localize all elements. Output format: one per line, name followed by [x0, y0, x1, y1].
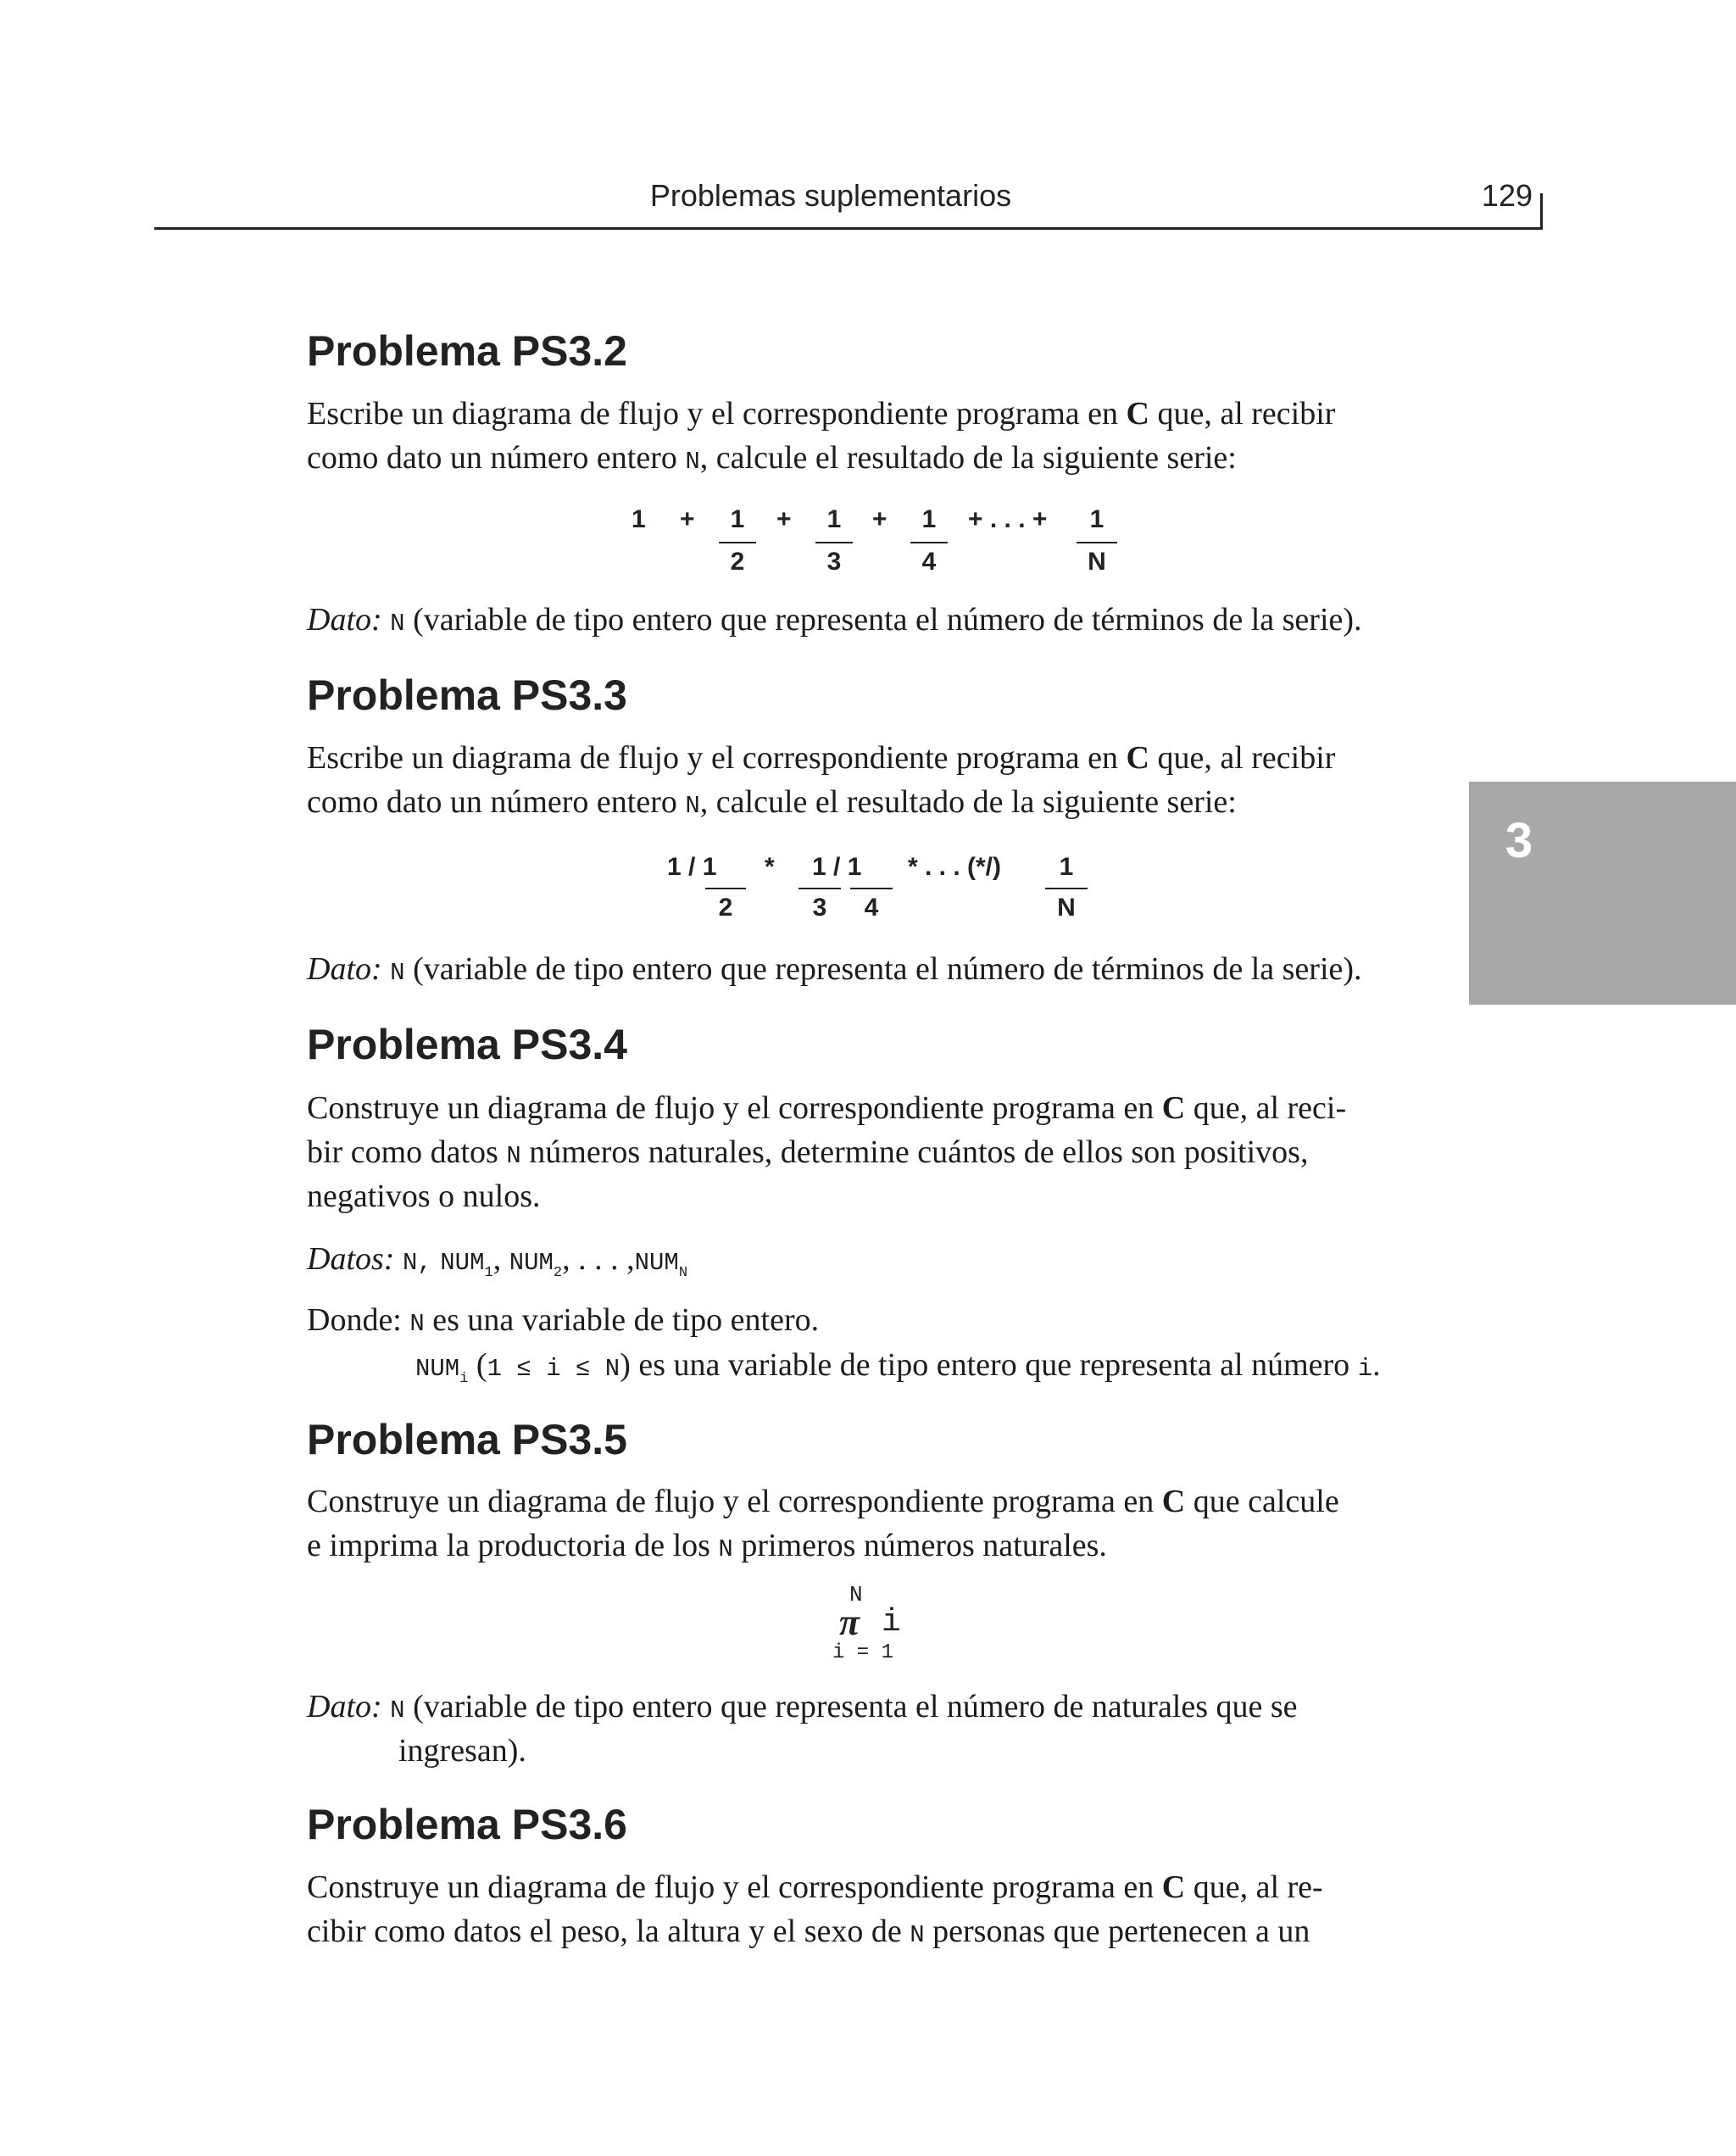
fraction-bar-3 — [815, 542, 853, 543]
fraction-bar-4 — [850, 888, 893, 889]
problem-ps35-dato: Dato: N (variable de tipo entero que representa el número de naturales que se — [307, 1689, 1298, 1724]
formula-denominator-n: N — [1057, 894, 1076, 922]
fraction-bar-4 — [910, 542, 948, 543]
product-symbol: π — [839, 1602, 860, 1643]
product-term: i — [882, 1604, 901, 1641]
problem-ps34-line1: Construye un diagrama de flujo y el correspondiente programa en C que, al reci- — [307, 1090, 1347, 1126]
problem-ps32-dato: Dato: N (variable de tipo entero que representa el número de términos de la serie). — [307, 602, 1362, 638]
problem-ps34-datos: Datos: N, $NUM_1$, $NUM_2$, . . . $,NUM_N$ — [307, 1241, 688, 1281]
formula-denominator-4: 4 — [864, 894, 879, 922]
formula-times: * — [765, 853, 775, 881]
formula-plus-1: + — [680, 505, 695, 533]
formula-numerator-n: 1 — [1089, 505, 1104, 533]
problem-ps35-line2: e imprima la productoria de los N primeros números naturales. — [307, 1528, 1107, 1563]
formula-numerator-4: 1 — [921, 505, 937, 533]
problem-ps35-dato-cont: ingresan). — [398, 1733, 526, 1769]
problem-ps34-donde: Donde: N es una variable de tipo entero. — [307, 1302, 820, 1338]
header-rule — [154, 227, 1543, 230]
fraction-bar-n — [1045, 888, 1088, 889]
problem-ps36-line2: cibir como datos el peso, la altura y el sexo de N personas que pertenecen a un — [307, 1914, 1310, 1949]
problem-ps34-line3: negativos o nulos. — [307, 1178, 541, 1214]
formula-ellipsis: + . . . + — [968, 505, 1048, 533]
problem-ps33-title: Problema PS3.3 — [307, 671, 627, 719]
problem-ps34-line2: bir como datos N números naturales, determine cuántos de ellos son positivos, — [307, 1134, 1309, 1170]
product-lower-limit: i = 1 — [832, 1641, 894, 1664]
formula-plus-3: + — [872, 505, 887, 533]
problem-ps33-dato: Dato: N (variable de tipo entero que representa el número de términos de la serie). — [307, 951, 1362, 987]
chapter-tab-number: 3 — [1505, 813, 1533, 868]
formula-denominator-2: 2 — [730, 548, 745, 576]
header-rule-tick — [1540, 193, 1543, 229]
problem-ps33-intro-line2: como dato un número entero N, calcule el resultado de la siguiente serie: — [307, 784, 1237, 820]
formula-plus-2: + — [776, 505, 792, 533]
fraction-bar-n — [1077, 542, 1117, 543]
formula-denominator-3: 3 — [826, 548, 842, 576]
problem-ps33-intro-line1: Escribe un diagrama de flujo y el correspondiente programa en C que, al recibir — [307, 740, 1336, 776]
problem-ps32-intro-line1: Escribe un diagrama de flujo y el correspondiente programa en C que, al recibir — [307, 396, 1336, 432]
problem-ps35-title: Problema PS3.5 — [307, 1416, 627, 1463]
fraction-bar-2 — [705, 888, 746, 889]
formula-denominator-2: 2 — [718, 894, 733, 922]
formula-numerator-2: 1 — [730, 505, 745, 533]
problem-ps35-line1: Construye un diagrama de flujo y el correspondiente programa en C que calcule — [307, 1484, 1339, 1519]
formula-ellipsis: * . . . (*/) — [908, 853, 1002, 881]
problem-ps36-title: Problema PS3.6 — [307, 1801, 627, 1848]
problem-ps36-line1: Construye un diagrama de flujo y el correspondiente programa en C que, al re- — [307, 1869, 1323, 1905]
product-upper-limit: N — [849, 1582, 863, 1607]
formula-denominator-4: 4 — [921, 548, 937, 576]
formula-numerator-3: 1 — [826, 505, 842, 533]
problem-ps32-intro-line2: como dato un número entero N, calcule el resultado de la siguiente serie: — [307, 440, 1237, 476]
formula-slash-term-1: 1 / 1 — [667, 853, 717, 881]
problem-ps34-numi-range: $NUM_i$ (1 ≤ i ≤ N) es una variable de tipo entero que representa al número i. — [415, 1347, 1381, 1387]
formula-denominator-n: N — [1088, 548, 1106, 576]
formula-denominator-3: 3 — [812, 894, 827, 922]
running-title: Problemas suplementarios — [649, 178, 1012, 213]
problem-ps32-title: Problema PS3.2 — [307, 327, 627, 375]
formula-term-one: 1 — [632, 505, 646, 533]
formula-slash-term-2: 1 / 1 — [812, 853, 862, 881]
page-number: 129 — [1481, 178, 1533, 213]
problem-ps34-title: Problema PS3.4 — [307, 1021, 627, 1068]
fraction-bar-3 — [798, 888, 841, 889]
formula-numerator-n: 1 — [1059, 853, 1074, 881]
fraction-bar-2 — [719, 542, 756, 543]
